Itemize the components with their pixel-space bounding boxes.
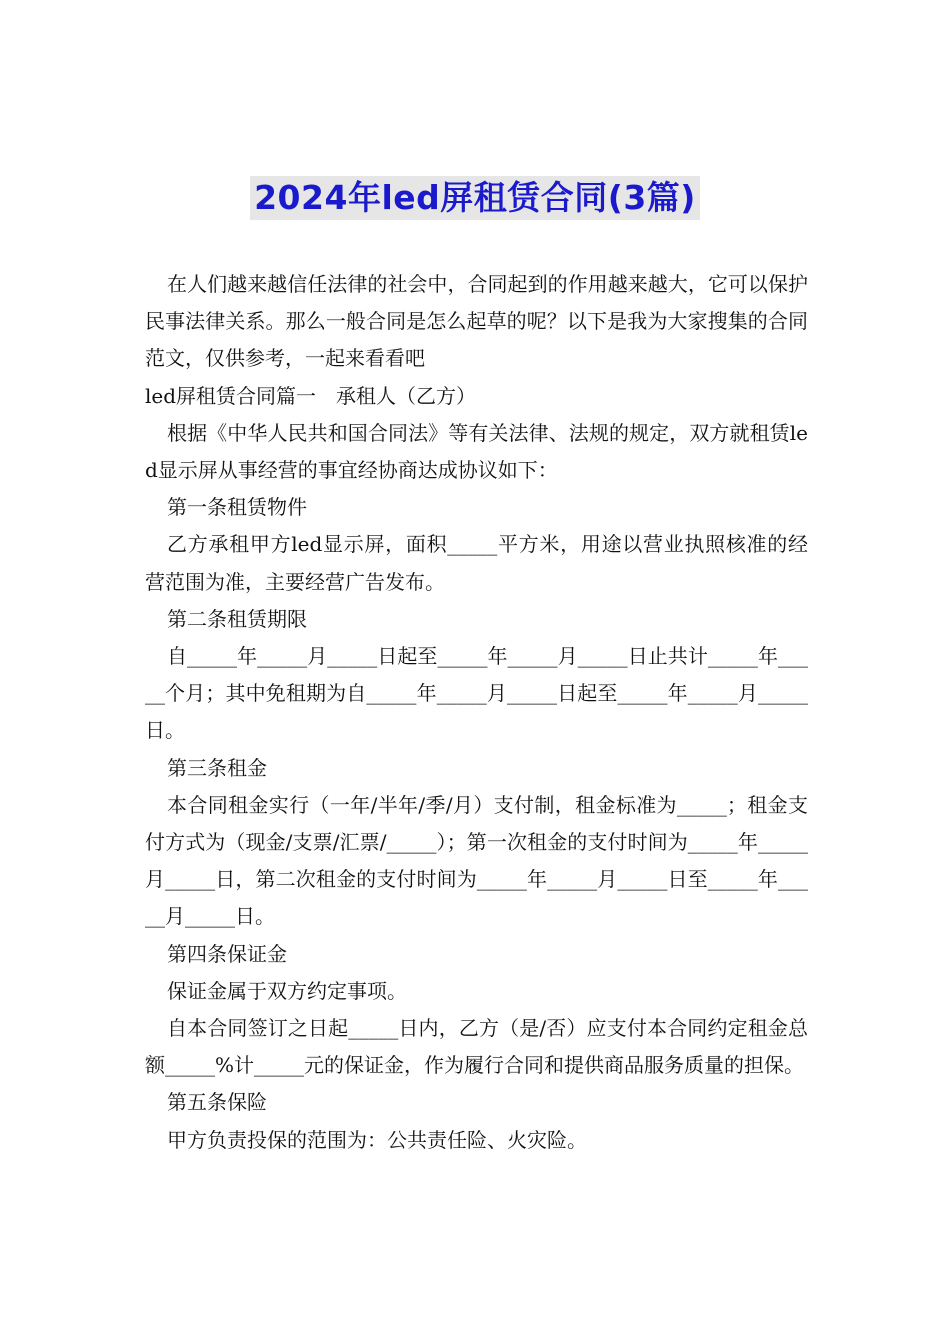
preamble-paragraph: 根据《中华人民共和国合同法》等有关法律、法规的规定，双方就租赁led显示屏从事经营的事宜经协商达成协议如下： [145,420,808,483]
intro-paragraph: 在人们越来越信任法律的社会中，合同起到的作用越来越大，它可以保护民事法律关系。那么一般合同是怎么起草的呢？以下是我为大家搜集的合同范文，仅供参考，一起来看看吧 [145,272,808,371]
contract-subtitle: led屏租赁合同篇一 承租人（乙方） [145,383,477,408]
article-5-text: 甲方负责投保的范围为：公共责任险、火灾险。 [167,1127,587,1152]
article-2-heading: 第二条租赁期限 [167,606,307,631]
article-4-text-2: 自本合同签订之日起_____日内，乙方（是/否）应支付本合同约定租金总额_____%计_____元的保证金，作为履行合同和提供商品服务质量的担保。 [145,1016,808,1078]
article-2-text: 自_____年_____月_____日起至_____年_____月_____日止共计_____年_____个月；其中免租期为自_____年_____月_____日起至_____年_____月_____日。 [145,644,808,743]
article-5-heading: 第五条保险 [167,1090,267,1115]
document-body [145,266,808,1159]
article-1-heading: 第一条租赁物件 [167,495,307,520]
article-4-text-1: 保证金属于双方约定事项。 [167,978,407,1003]
title-container [0,176,950,220]
document-title: 2024年led屏租赁合同(3篇) [250,176,700,220]
article-4-heading: 第四条保证金 [167,941,287,966]
article-1-text: 乙方承租甲方led显示屏，面积_____平方米，用途以营业执照核准的经营范围为准，主要经营广告发布。 [145,532,808,594]
article-3-heading: 第三条租金 [167,755,267,780]
article-3-text: 本合同租金实行（一年/半年/季/月）支付制，租金标准为_____；租金支付方式为（现金/支票/汇票/_____）；第一次租金的支付时间为_____年_____月_____日，第二次租金的支付时间为_____年_____月_____日至_____年_____月_____日。 [145,792,808,929]
